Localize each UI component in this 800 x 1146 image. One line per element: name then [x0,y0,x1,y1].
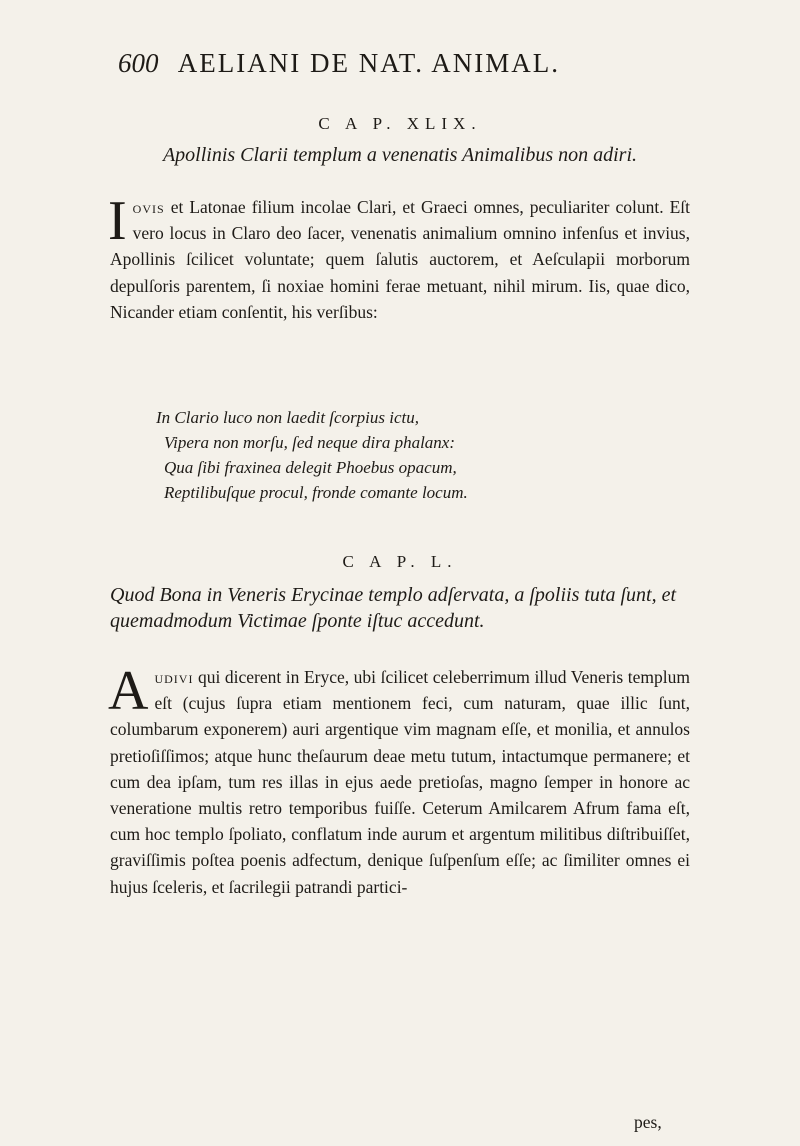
chapter-49-dropcap: I [108,190,127,252]
chapter-50-dropcap: A [108,660,149,722]
chapter-49-paragraph [108,190,690,325]
chapter-50-heading: C A P. L. [342,552,458,571]
chapter-49-title: Apollinis Clarii templum a venenatis Animalibus non adiri. [162,144,638,166]
nicander-verse [156,405,676,505]
chapter-49-heading: C A P. XLIX. [318,114,482,133]
chapter-50-title: Quod Bona in Veneris Erycinae templo adſervata, a ſpoliis tuta ſunt, et quemadmodum Victimae ſponte iſtuc accedunt. [110,584,677,632]
page-number: 600 [118,48,159,78]
verse-line: In Clario luco non laedit ſcorpius ictu, [156,408,420,427]
chapter-50-text: qui dicerent in Eryce, ubi ſcilicet celeberrimum illud Veneris templum eſt (cujus ſupra etiam mentionem feci, cum naturam, quae illic ſunt, columbarum exponerem) auri argentique vim magnam eſſe, et monilia, et annulos pretioſiſſimos; atque hunc theſaurum deae metu tutum, intactumque permanere; et cum dea ipſam, tum res illas in ejus aede pretioſas, magno ſemper in honore ac veneratione multis retro temporibus fuiſſe. Ceterum Amilcarem Afrum fama eſt, cum hoc templo ſpoliato, conflatum inde aurum et argentum militibus diſtribuiſſet, graviſſimis poſtea poenis adfectum, denique ſuſpenſum eſſe; ac ſimiliter omnes ei hujus ſceleris, et ſacrilegii patrandi partici- [110,667,691,897]
chapter-50-paragraph [108,660,691,900]
verse-line: Qua ſibi fraxinea delegit Phoebus opacum, [164,458,457,477]
running-head [118,48,678,79]
catchword: pes, [634,1112,662,1132]
chapter-49-text: et Latonae filium incolae Clari, et Graeci omnes, peculiariter colunt. Eſt vero locus in Claro deo ſacer, venenatis animalium omnino infenſus et invius, Apollinis ſcilicet voluntate; quem ſalutis auctorem, et Aeſculapii morborum depulſoris parentem, ſi noxiae homini ferae metuant, nihil mirum. Iis, quae dico, Nicander etiam conſentit, his verſibus: [110,197,690,322]
running-title: AELIANI DE NAT. ANIMAL. [177,48,560,78]
verse-line: Vipera non morſu, ſed neque dira phalanx: [164,433,456,452]
verse-line: Reptilibuſque procul, fronde comante locum. [164,483,468,502]
chapter-50-first-word: udivi [154,667,194,687]
chapter-49-first-word: ovis [132,197,165,217]
